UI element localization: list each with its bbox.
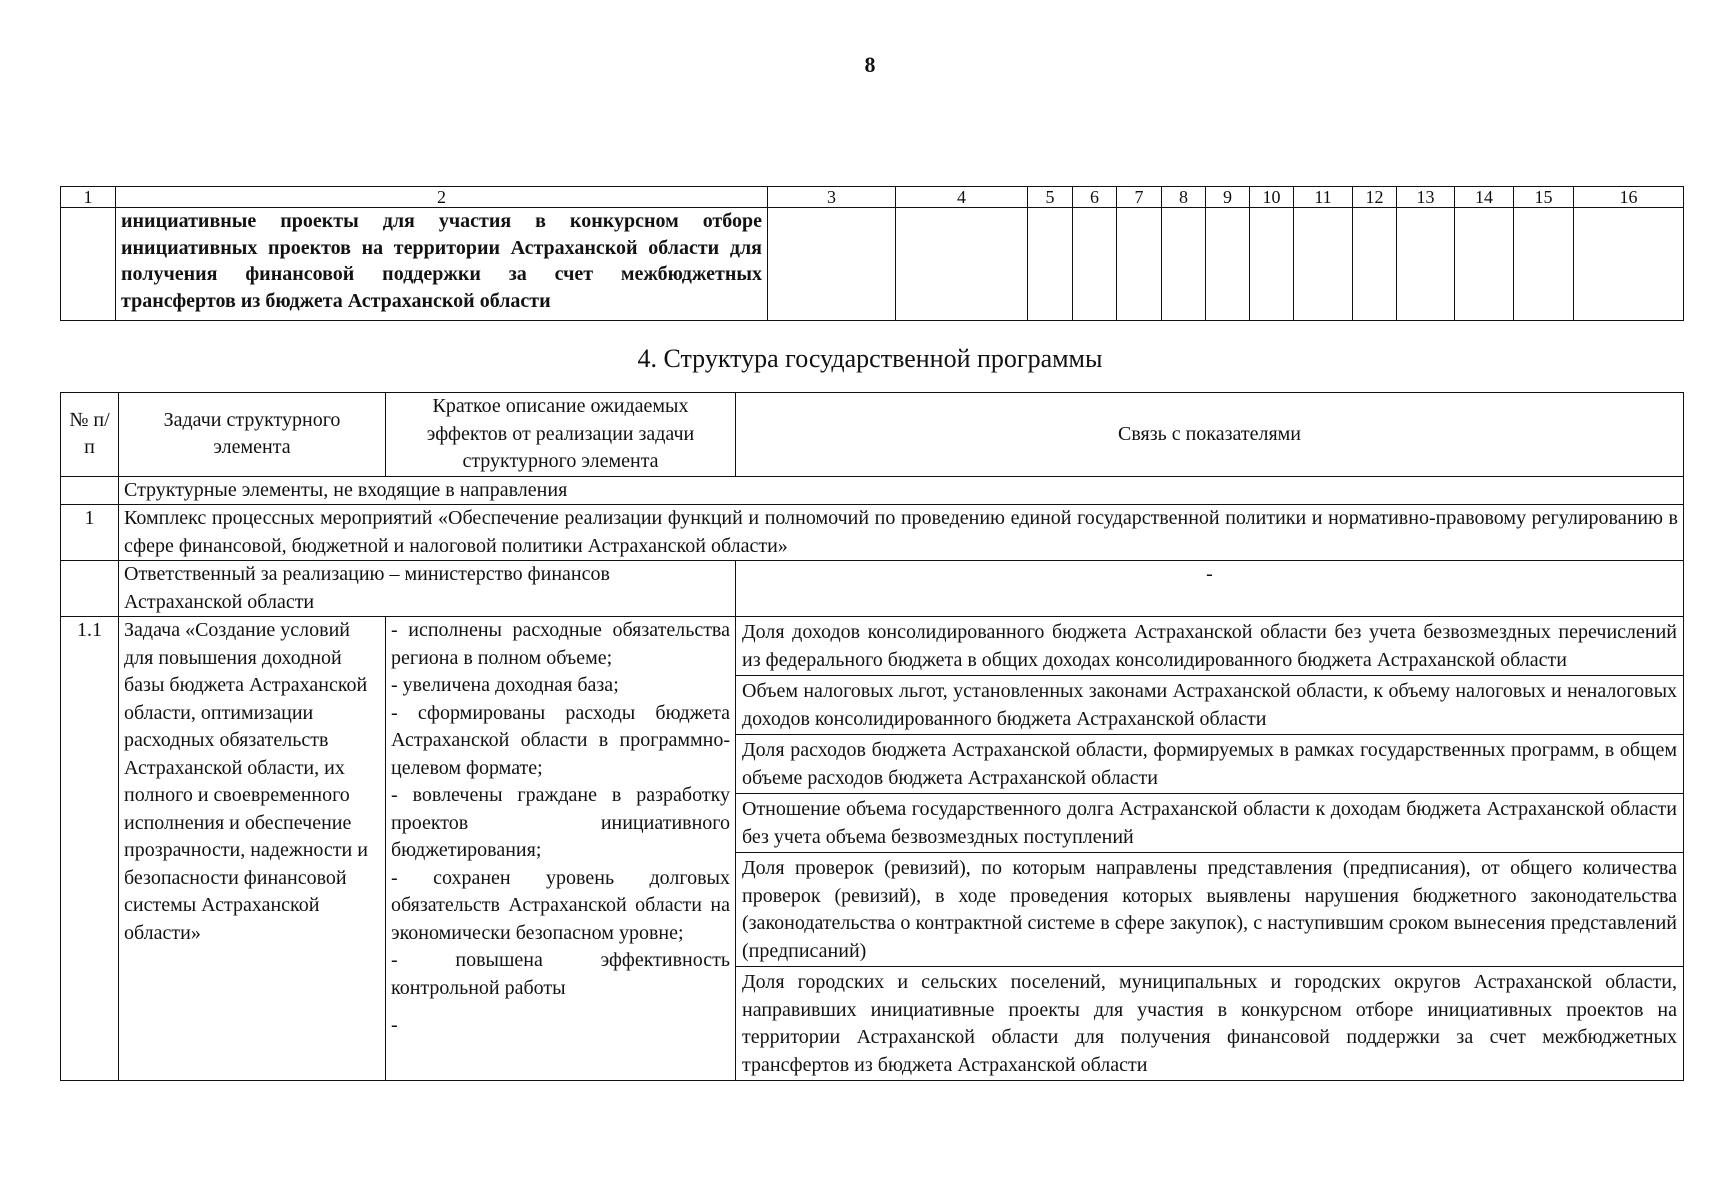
empty-cell — [896, 208, 1028, 321]
continuation-table — [60, 186, 1684, 321]
column-number: 14 — [1455, 187, 1514, 208]
empty-cell — [1206, 208, 1250, 321]
empty-cell — [1294, 208, 1353, 321]
effect-item: - сохранен уровень долговых обязательств Астраханской области на экономически безопасном уровне; — [391, 866, 730, 944]
column-number: 12 — [1353, 187, 1397, 208]
column-number: 4 — [896, 187, 1028, 208]
column-number: 16 — [1574, 187, 1684, 208]
empty-cell — [1353, 208, 1397, 321]
section-title: 4. Структура государственной программы — [637, 344, 1103, 373]
column-number: 15 — [1514, 187, 1574, 208]
structure-table — [60, 392, 1684, 1081]
column-number: 5 — [1028, 187, 1073, 208]
empty-cell — [768, 208, 896, 321]
complex-row — [61, 505, 1684, 561]
indicator-item: Доля проверок (ревизий), по которым направлены представления (предписания), от общего количества проверок (ревизий), в ходе проведения которых выявлены нарушения бюджетного законодательства (законодательства о контрактной системе в сфере закупок), с наступившим сроком вынесения представлений (предписаний) — [736, 853, 1683, 967]
column-number: 1 — [61, 187, 116, 208]
column-number: 2 — [116, 187, 768, 208]
group-row — [61, 476, 1684, 505]
header-row — [61, 393, 1684, 477]
task-effects — [386, 617, 736, 1081]
column-number: 9 — [1206, 187, 1250, 208]
empty-cell — [1250, 208, 1294, 321]
complex-number: 1 — [61, 505, 119, 561]
header-effects: Краткое описание ожидаемых эффектов от реализации задачи структурного элемента — [386, 393, 736, 477]
task-indicators — [736, 617, 1684, 1081]
empty-cell — [1397, 208, 1455, 321]
page-number: 8 — [864, 52, 876, 77]
complex-title: Комплекс процессных мероприятий «Обеспечение реализации функций и полномочий по проведению единой государственной политики и нормативно-правовому регулированию в сфере финансовой, бюджетной и налоговой политики Астраханской области» — [119, 505, 1684, 561]
task-name: Задача «Создание условий для повышения доходной базы бюджета Астраханской области, оптимизации расходных обязательств Астраханской области, их полного и своевременного исполнения и обеспечение прозрачности, надежности и безопасности финансовой системы Астраханской области» — [119, 617, 386, 1081]
column-number: 3 — [768, 187, 896, 208]
responsible-links: - — [736, 561, 1684, 617]
effect-item: - повышена эффективность контрольной работы — [391, 949, 730, 999]
header-num: № п/п — [61, 393, 119, 477]
effects-tick: - — [391, 1014, 398, 1036]
empty-cell — [1073, 208, 1117, 321]
column-number: 11 — [1294, 187, 1353, 208]
column-number: 13 — [1397, 187, 1455, 208]
empty-cell — [1028, 208, 1073, 321]
effect-item: - вовлечены граждане в разработку проектов инициативного бюджетирования; — [391, 784, 730, 861]
continuation-row — [61, 208, 1684, 321]
empty-cell — [1514, 208, 1574, 321]
indicator-item: Доля городских и сельских поселений, муниципальных и городских округов Астраханской области, направивших инициативные проекты для участия в конкурсном отборе инициативных проектов на территории Астраханской области для получения финансовой поддержки за счет межбюджетных трансфертов из бюджета Астраханской области — [742, 971, 1677, 1076]
task-row — [61, 617, 1684, 1081]
empty-cell — [61, 476, 119, 505]
responsible-text: Ответственный за реализацию – министерство финансов Астраханской области — [119, 561, 736, 617]
group-label: Структурные элементы, не входящие в направления — [119, 476, 1684, 505]
continuation-text: инициативные проекты для участия в конкурсном отборе инициативных проектов на территории Астраханской области для получения финансовой поддержки за счет межбюджетных трансфертов из бюджета Астраханской области — [116, 208, 768, 321]
indicator-item: Объем налоговых льгот, установленных законами Астраханской области, к объему налоговых и неналоговых доходов консолидированного бюджета Астраханской области — [736, 676, 1683, 735]
empty-cell — [61, 208, 116, 321]
column-number-row — [61, 187, 1684, 208]
task-number: 1.1 — [61, 617, 119, 1081]
header-links: Связь с показателями — [736, 393, 1684, 477]
column-number: 8 — [1162, 187, 1206, 208]
column-number: 10 — [1250, 187, 1294, 208]
effect-item: - сформированы расходы бюджета Астраханской области в программно-целевом формате; — [391, 701, 730, 779]
indicator-list — [736, 617, 1683, 1080]
column-number: 6 — [1073, 187, 1117, 208]
column-number: 7 — [1117, 187, 1162, 208]
empty-cell — [61, 561, 119, 617]
empty-cell — [1162, 208, 1206, 321]
empty-cell — [1455, 208, 1514, 321]
responsible-row — [61, 561, 1684, 617]
empty-cell — [1574, 208, 1684, 321]
header-tasks: Задачи структурного элемента — [119, 393, 386, 477]
effect-item: - исполнены расходные обязательства региона в полном объеме; — [391, 619, 730, 669]
effect-item: - увеличена доходная база; — [391, 674, 619, 696]
indicator-item: Доля расходов бюджета Астраханской области, формируемых в рамках государственных программ, в общем объеме расходов бюджета Астраханской области — [736, 735, 1683, 794]
indicator-item: Доля доходов консолидированного бюджета Астраханской области без учета безвозмездных перечислений из федерального бюджета в общих доходах консолидированного бюджета Астраханской области — [736, 617, 1683, 676]
indicator-item: Отношение объема государственного долга Астраханской области к доходам бюджета Астраханской области без учета объема безвозмездных поступлений — [736, 794, 1683, 853]
empty-cell — [1117, 208, 1162, 321]
